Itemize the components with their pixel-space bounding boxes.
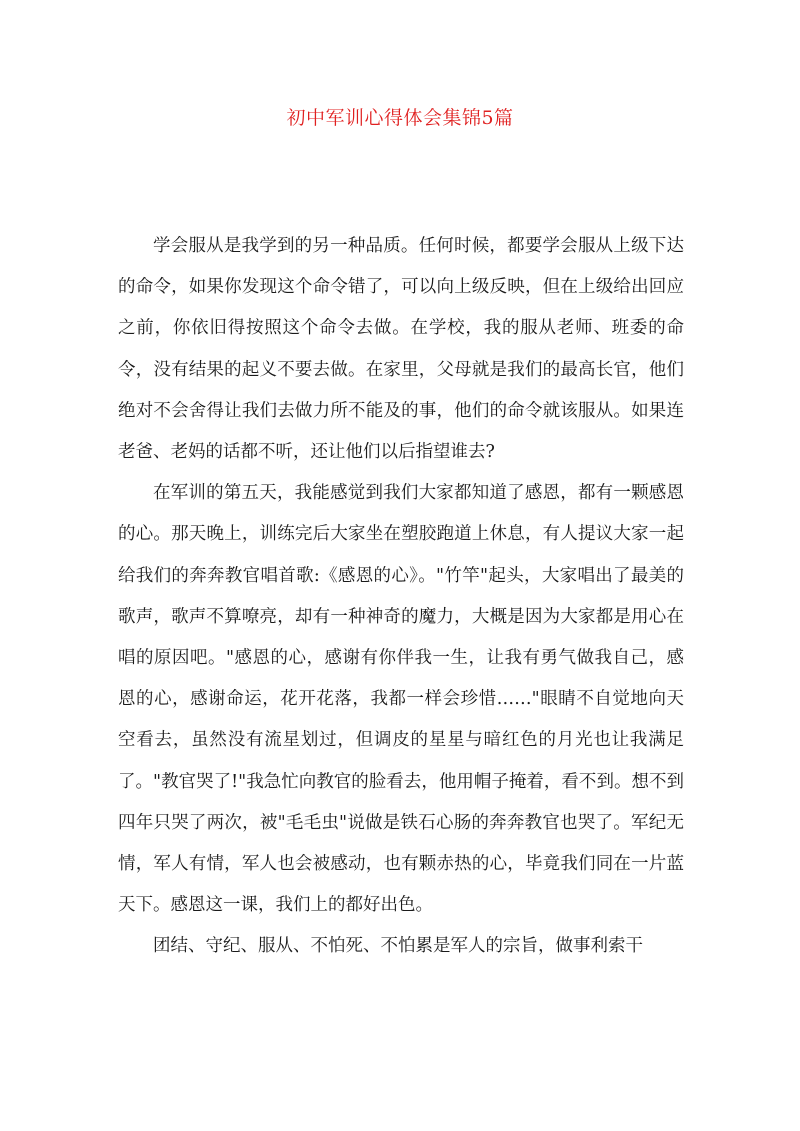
paragraph: 在军训的第五天，我能感觉到我们大家都知道了感恩，都有一颗感恩的心。那天晚上，训练完后大家坐在塑胶跑道上休息，有人提议大家一起给我们的奔奔教官唱首歌:《感恩的心》。"竹竿"起头，大家唱出了最美的歌声，歌声不算嘹亮，却有一种神奇的魔力，大概是因为大家都是用心在唱的原因吧。"感恩的心，感谢有你伴我一生，让我有勇气做我自己，感恩的心，感谢命运，花开花落，我都一样会珍惜……"眼睛不自觉地向天空看去，虽然没有流星划过，但调皮的星星与暗红色的月光也让我满足了。"教官哭了!"我急忙向教官的脸看去，他用帽子掩着，看不到。想不到四年只哭了两次，被"毛毛虫"说做是铁石心肠的奔奔教官也哭了。军纪无情，军人有情，军人也会被感动，也有颗赤热的心，毕竟我们同在一片蓝天下。感恩这一课，我们上的都好出色。 xyxy=(118,483,684,916)
document-body xyxy=(118,226,684,968)
paragraph: 学会服从是我学到的另一种品质。任何时候，都要学会服从上级下达的命令，如果你发现这个命令错了，可以向上级反映，但在上级给出回应之前，你依旧得按照这个命令去做。在学校，我的服从老师、班委的命令，没有结果的起义不要去做。在家里，父母就是我们的最高长官，他们绝对不会舍得让我们去做力所不能及的事，他们的命令就该服从。如果连老爸、老妈的话都不听，还让他们以后指望谁去? xyxy=(118,236,684,463)
document-title: 初中军训心得体会集锦5篇 xyxy=(286,107,514,129)
paragraph: 团结、守纪、服从、不怕死、不怕累是军人的宗旨，做事利索干 xyxy=(153,936,643,957)
